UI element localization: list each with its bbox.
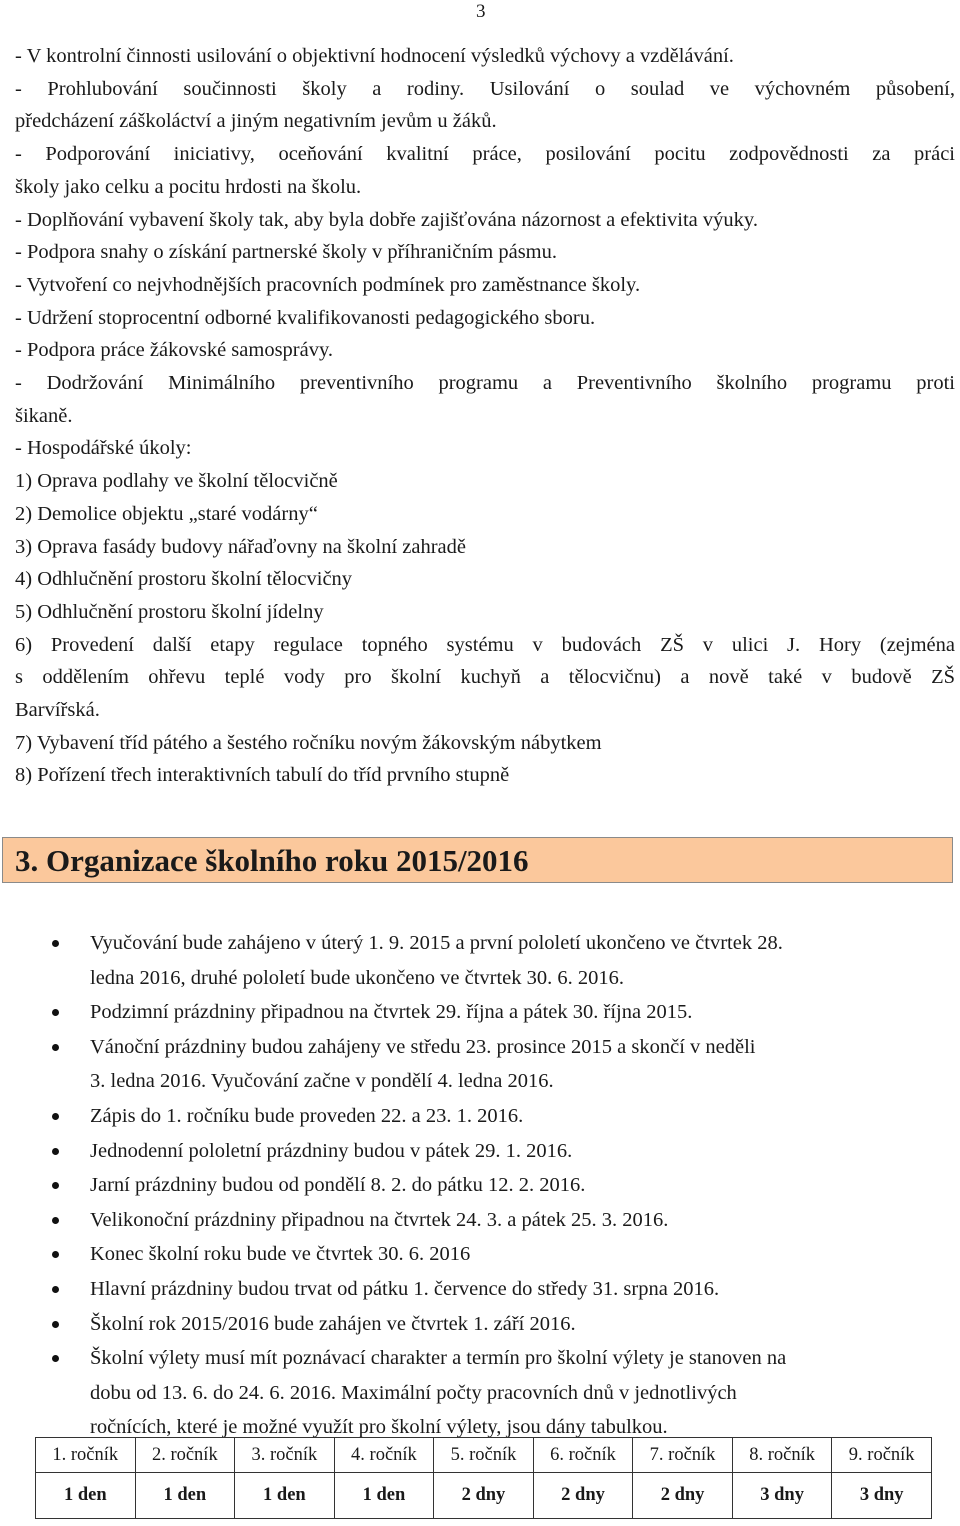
goals-paragraphs bbox=[15, 40, 955, 792]
list-item bbox=[50, 1030, 940, 1099]
bullet-text-line: dobu od 13. 6. do 24. 6. 2016. Maximální počty pracovních dnů v jednotlivých bbox=[90, 1381, 737, 1404]
bullet-text-line: Vyučování bude zahájeno v úterý 1. 9. 2015 a první pololetí ukončeno ve čtvrtek 28. bbox=[90, 932, 783, 954]
bullet-text-line: Konec školní roku bude ve čtvrtek 30. 6. 2016 bbox=[90, 1243, 471, 1266]
table-header-cell: 7. ročník bbox=[633, 1438, 733, 1473]
section-heading: 3. Organizace školního roku 2015/2016 bbox=[15, 843, 529, 878]
list-item bbox=[50, 1341, 940, 1445]
paragraph-line: 2) Demolice objektu „staré vodárny“ bbox=[15, 502, 318, 525]
table-row bbox=[36, 1473, 932, 1519]
paragraph-line: - Prohlubování součinnosti školy a rodiny. Usilování o soulad ve výchovném působení, bbox=[15, 77, 955, 100]
table-cell: 3 dny bbox=[832, 1473, 932, 1519]
school-trip-days-table bbox=[35, 1437, 932, 1519]
bullet-text-line: Jednodenní pololetní prázdniny budou v pátek 29. 1. 2016. bbox=[90, 1139, 573, 1162]
bullet-text-line: 3. ledna 2016. Vyučování začne v pondělí 4. ledna 2016. bbox=[90, 1070, 554, 1093]
paragraph-line: - Doplňování vybavení školy tak, aby byla dobře zajišťována názornost a efektivita výuky. bbox=[15, 208, 758, 231]
table-cell: 1 den bbox=[334, 1473, 434, 1519]
bullet-text-line: Podzimní prázdniny připadnou na čtvrtek 29. října a pátek 30. října 2015. bbox=[90, 1001, 693, 1024]
list-item bbox=[50, 1099, 940, 1134]
table-cell: 2 dny bbox=[633, 1473, 733, 1519]
table-cell: 1 den bbox=[135, 1473, 235, 1519]
paragraph-line: školy jako celku a pocitu hrdosti na školu. bbox=[15, 175, 362, 198]
paragraph-line: - Podpora snahy o získání partnerské školy v příhraničním pásmu. bbox=[15, 241, 557, 264]
table-header-cell: 8. ročník bbox=[732, 1438, 832, 1473]
paragraph-line: 4) Odhlučnění prostoru školní tělocvičny bbox=[15, 568, 353, 591]
table-header-row bbox=[36, 1438, 932, 1473]
table-cell: 2 dny bbox=[533, 1473, 633, 1519]
school-year-bullet-list bbox=[50, 926, 940, 1445]
section-heading-box bbox=[2, 837, 953, 883]
table-header-cell: 1. ročník bbox=[36, 1438, 136, 1473]
paragraph-line: - Vytvoření co nejvhodnějších pracovních podmínek pro zaměstnance školy. bbox=[15, 273, 641, 296]
list-item bbox=[50, 1168, 940, 1203]
paragraph-line: 3) Oprava fasády budovy nářaďovny na školní zahradě bbox=[15, 535, 466, 558]
bullet-text-line: Zápis do 1. ročníku bude proveden 22. a 23. 1. 2016. bbox=[90, 1104, 524, 1127]
paragraph-line: s oddělením ohřevu teplé vody pro školní kuchyň a tělocvičnu) a nově také v budově ZŠ bbox=[15, 666, 955, 689]
bullet-text-line: Školní výlety musí mít poznávací charakter a termín pro školní výlety je stanoven na bbox=[90, 1347, 787, 1370]
bullet-text-line: Vánoční prázdniny budou zahájeny ve středu 23. prosince 2015 a skončí v neděli bbox=[90, 1035, 756, 1058]
list-item bbox=[50, 995, 940, 1030]
paragraph-line: 1) Oprava podlahy ve školní tělocvičně bbox=[15, 470, 338, 493]
bullet-text-line: ledna 2016, druhé pololetí bude ukončeno ve čtvrtek 30. 6. 2016. bbox=[90, 966, 625, 989]
table-header-cell: 2. ročník bbox=[135, 1438, 235, 1473]
list-item bbox=[50, 1307, 940, 1342]
paragraph-line: 7) Vybavení tříd pátého a šestého ročníku novým žákovským nábytkem bbox=[15, 731, 602, 754]
paragraph-line: - Hospodářské úkoly: bbox=[15, 437, 192, 460]
list-item bbox=[50, 1272, 940, 1307]
list-item bbox=[50, 1203, 940, 1238]
paragraph-line: Barvířská. bbox=[15, 699, 100, 722]
table-cell: 3 dny bbox=[732, 1473, 832, 1519]
table-header-cell: 9. ročník bbox=[832, 1438, 932, 1473]
paragraph-line: předcházení záškoláctví a jiným negativním jevům u žáků. bbox=[15, 110, 497, 133]
paragraph-line: - Udržení stoprocentní odborné kvalifikovanosti pedagogického sboru. bbox=[15, 306, 596, 329]
table-cell: 1 den bbox=[235, 1473, 335, 1519]
table-cell: 2 dny bbox=[434, 1473, 534, 1519]
bullet-text-line: Jarní prázdniny budou od pondělí 8. 2. do pátku 12. 2. 2016. bbox=[90, 1174, 586, 1197]
paragraph-line: 6) Provedení další etapy regulace topného systému v budovách ZŠ v ulici J. Hory (zejména bbox=[15, 633, 955, 656]
paragraph-line: - V kontrolní činnosti usilování o objektivní hodnocení výsledků výchovy a vzdělávání. bbox=[15, 45, 734, 67]
table-header-cell: 6. ročník bbox=[533, 1438, 633, 1473]
table-header-cell: 3. ročník bbox=[235, 1438, 335, 1473]
bullet-text-line: Hlavní prázdniny budou trvat od pátku 1. července do středy 31. srpna 2016. bbox=[90, 1277, 720, 1300]
paragraph-line: 5) Odhlučnění prostoru školní jídelny bbox=[15, 600, 324, 623]
bullet-text-line: ročnících, které je možné využít pro školní výlety, jsou dány tabulkou. bbox=[90, 1416, 668, 1439]
paragraph-line: šikaně. bbox=[15, 404, 73, 427]
paragraph-line: - Podpora práce žákovské samosprávy. bbox=[15, 339, 334, 362]
table-cell: 1 den bbox=[36, 1473, 136, 1519]
list-item bbox=[50, 1134, 940, 1169]
table-header-cell: 4. ročník bbox=[334, 1438, 434, 1473]
paragraph-line: - Dodržování Minimálního preventivního programu a Preventivního školního programu proti bbox=[15, 372, 955, 395]
bullet-text-line: Školní rok 2015/2016 bude zahájen ve čtvrtek 1. září 2016. bbox=[90, 1312, 576, 1335]
list-item bbox=[50, 1237, 940, 1272]
table-header-cell: 5. ročník bbox=[434, 1438, 534, 1473]
bullet-text-line: Velikonoční prázdniny připadnou na čtvrtek 24. 3. a pátek 25. 3. 2016. bbox=[90, 1208, 669, 1231]
paragraph-line: 8) Pořízení třech interaktivních tabulí do tříd prvního stupně bbox=[15, 764, 510, 787]
list-item bbox=[50, 926, 940, 995]
paragraph-line: - Podporování iniciativy, oceňování kvalitní práce, posilování pocitu zodpovědnosti za práci bbox=[15, 143, 955, 166]
page-number: 3 bbox=[476, 1, 486, 22]
